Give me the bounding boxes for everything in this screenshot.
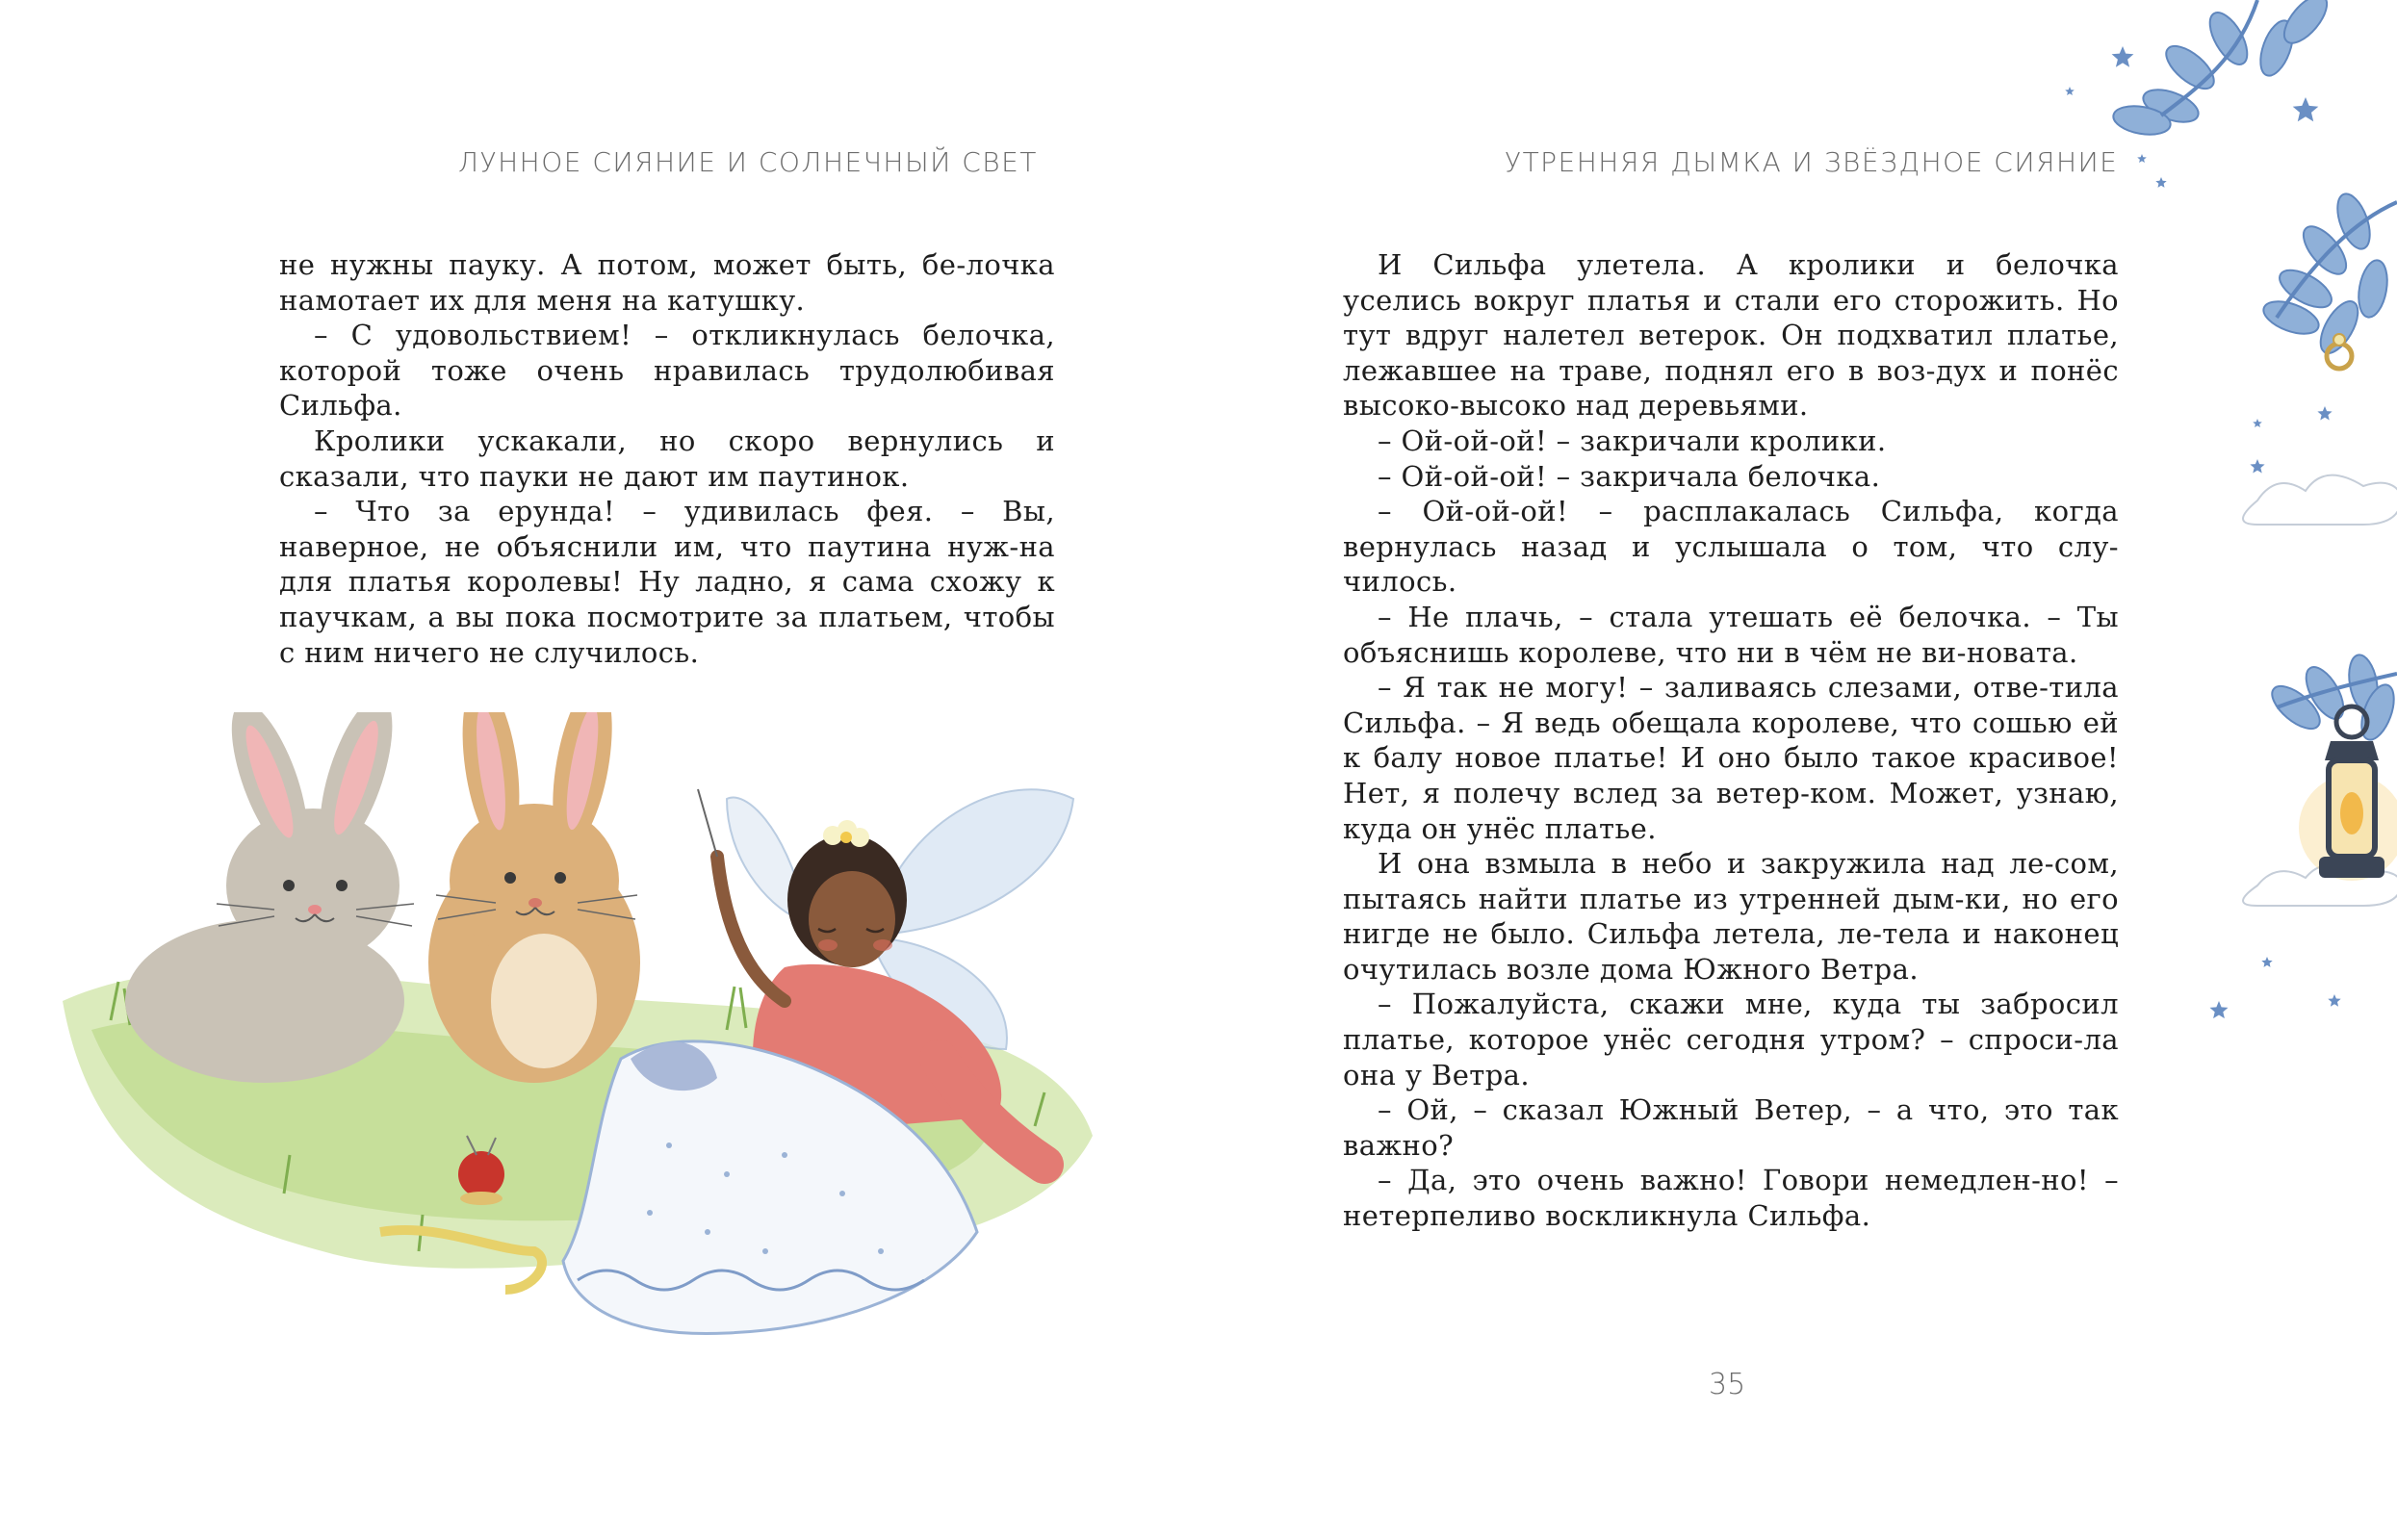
star-icon [2155, 177, 2166, 188]
running-head-left: ЛУННОЕ СИЯНИЕ И СОЛНЕЧНЫЙ СВЕТ [458, 146, 1038, 178]
star-icon [2112, 46, 2134, 67]
paragraph: – Я так не могу! – заливаясь слезами, отве-тила Сильфа. – Я ведь обещала королеве, что сошью ей к балу новое платье! И оно было такое красивое! Нет, я полечу вслед за ветер-ком. Может, узнаю, куда он унёс платье. [1343, 671, 2119, 845]
running-head-right: УТРЕННЯЯ ДЫМКА И ЗВЁЗДНОЕ СИЯНИЕ [1505, 146, 2119, 178]
leaf-shape [2355, 258, 2391, 320]
grey-rabbit [125, 712, 414, 1083]
star-icon [2250, 459, 2264, 474]
paragraph: – Что за ерунда! – удивилась фея. – Вы, наверное, не объяснили им, что паутина нуж-на для платья королевы! Ну ладно, я сама схожу к паучкам, а вы пока посмотрите за платьем, чтобы с ним ничего не случилось. [279, 495, 1055, 669]
star-icon [2328, 994, 2340, 1007]
leaf-shape [2203, 7, 2255, 70]
branches-lantern-stars-illustration [1853, 0, 2397, 1059]
paragraph: – Не плачь, – стала утешать её белочка. – Ты объяснишь королеве, что ни в чём не ви-новата. [1343, 600, 2119, 669]
right-page [1198, 0, 2397, 1540]
star-icon [2317, 406, 2332, 421]
left-text-block [279, 247, 1055, 670]
paragraph: – Пожалуйста, скажи мне, куда ты забросил платье, которое унёс сегодня утром? – спроси-ла она у Ветра. [1343, 988, 2119, 1091]
fairy-rabbits-illustration [53, 712, 1121, 1367]
paragraph: не нужны пауку. А потом, может быть, бе-лочка намотает их для меня на катушку. [279, 248, 1055, 317]
leaf-shape [2159, 38, 2221, 96]
paragraph: – Да, это очень важно! Говори немедлен-но! – нетерпеливо воскликнула Сильфа. [1343, 1164, 2119, 1233]
paragraph: – Ой, – сказал Южный Ветер, – а что, это так важно? [1343, 1093, 2119, 1162]
paragraph: Кролики ускакали, но скоро вернулись и сказали, что пауки не дают им паутинок. [279, 424, 1055, 493]
paragraph: – Ой-ой-ой! – закричала белочка. [1378, 459, 1881, 493]
paragraph: – Ой-ой-ой! – закричали кролики. [1378, 424, 1887, 457]
brown-rabbit [428, 712, 640, 1083]
page-number: 35 [1709, 1368, 1746, 1401]
paragraph: – Ой-ой-ой! – расплакалась Сильфа, когда вернулась назад и услышала о том, что слу-чилось. [1343, 495, 2119, 599]
paragraph: И она взмыла в небо и закружила над ле-сом, пытаясь найти платье из утренней дым-ки, но его нигде не было. Сильфа летела, ле-тела и наконец очутилась возле дома Южного Ветра. [1343, 847, 2119, 986]
star-icon [2293, 97, 2319, 121]
star-icon [2210, 1001, 2229, 1018]
star-icon [2137, 154, 2147, 163]
paragraph: – С удовольствием! – откликнулась белочка, которой тоже очень нравилась трудолюбивая Сильфа. [279, 319, 1055, 423]
star-icon [2065, 87, 2075, 95]
paragraph: И Сильфа улетела. А кролики и белочка уселись вокруг платья и стали его сторожить. Но тут вдруг налетел ветерок. Он подхватил платье, лежавшее на траве, поднял его в воз-дух и понёс высоко-высоко над деревьями. [1343, 248, 2119, 423]
left-page [0, 0, 1198, 1540]
star-icon [2253, 419, 2262, 427]
star-icon [2261, 957, 2272, 967]
